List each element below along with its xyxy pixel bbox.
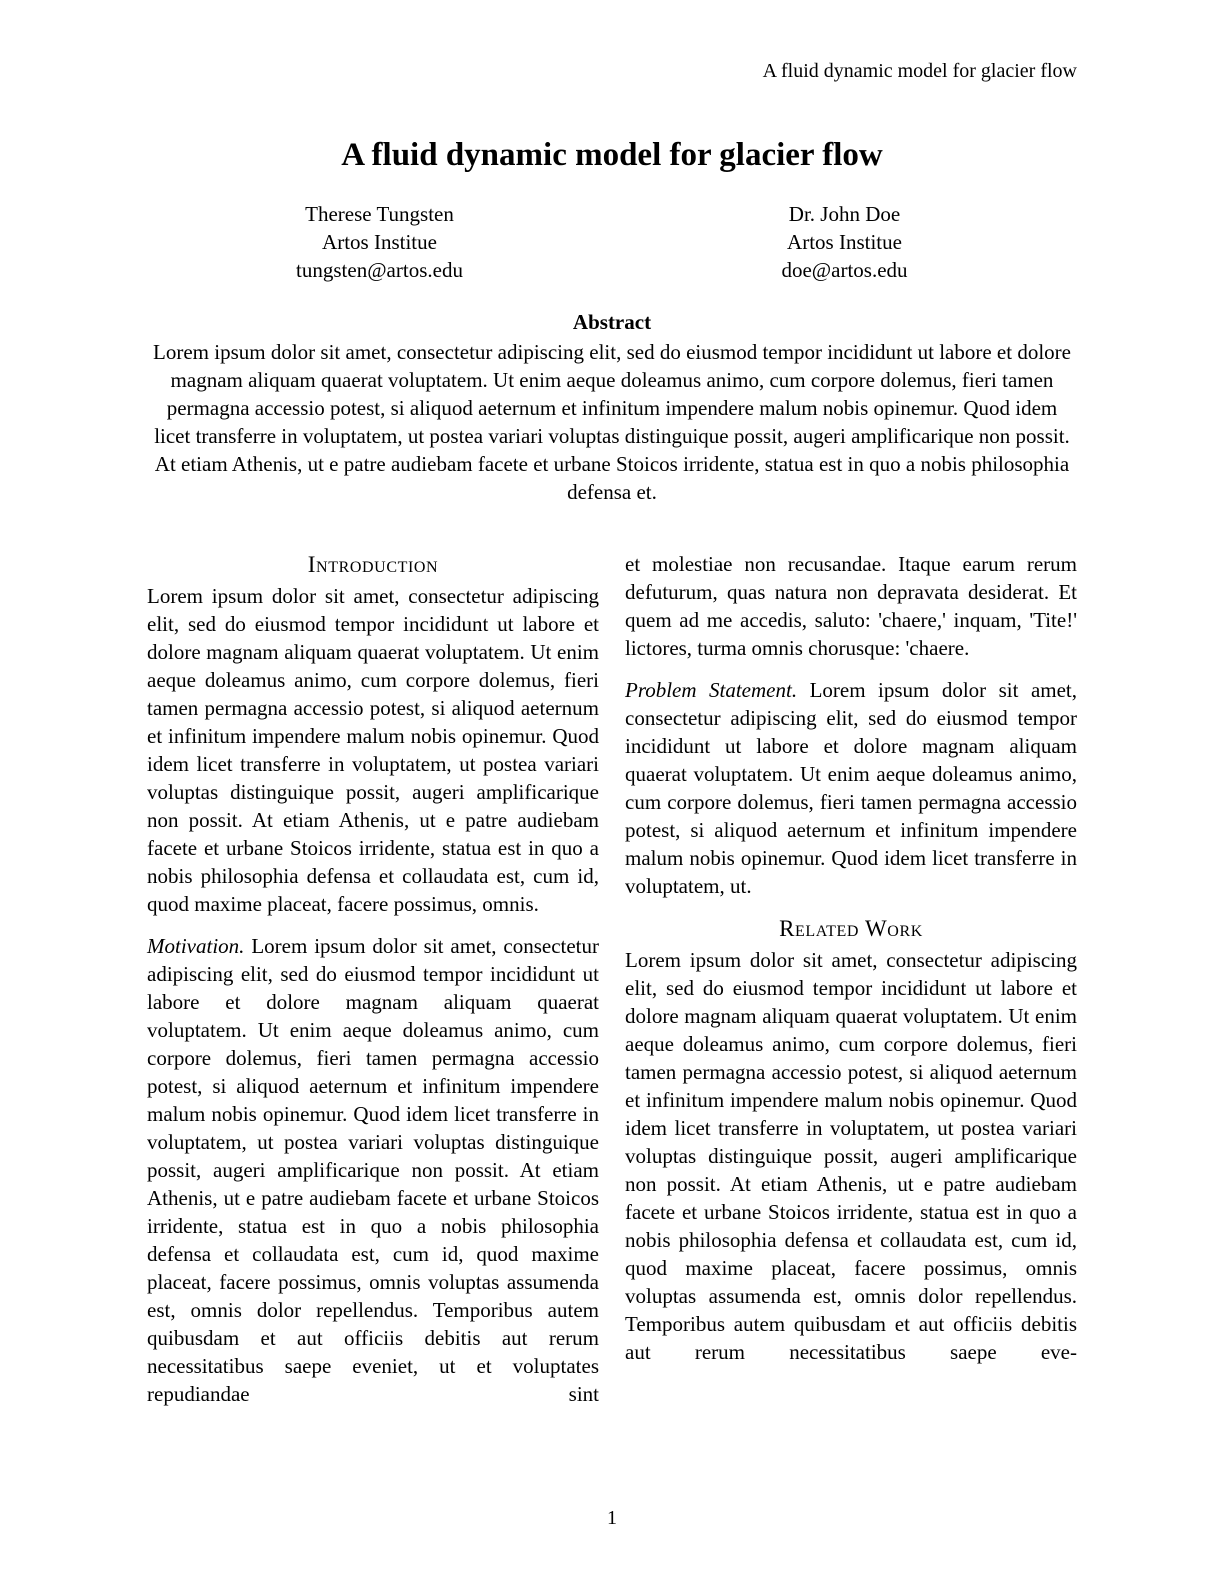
page-title: A fluid dynamic model for glacier flow bbox=[341, 137, 883, 173]
running-header: A fluid dynamic model for glacier flow bbox=[762, 60, 1077, 82]
section-heading-introduction: Introduction bbox=[307, 552, 439, 577]
author-entry bbox=[612, 200, 1077, 284]
author-affiliation: Artos Institue bbox=[322, 230, 437, 254]
abstract-text: Lorem ipsum dolor sit amet, consectetur adipiscing elit, sed do eiusmod tempor incididunt ut labore et dolore magnam aliquam quaerat voluptatem. Ut enim aeque doleamus animo, cum corpore dolemus, fieri tamen permagna accessio potest, si aliquod aeternum et infinitum impendere malum nobis opinemur. Quod idem licet transferre in voluptatem, ut postea variari voluptas distinguique possit, augeri amplificarique non possit. At etiam Athenis, ut e patre audiebam facete et urbane Stoicos irridente, statua est in quo a nobis philosophia defensa et. bbox=[153, 340, 1071, 504]
motivation-run-in-heading: Motivation. bbox=[147, 934, 245, 958]
motivation-continuation-paragraph: et molestiae non recusandae. Itaque earum rerum defuturum, quas natura non depravata desiderat. Et quem ad me accedis, saluto: 'chaere,' inquam, 'Tite!' lictores, turma omnis chorusque: 'chaere. bbox=[625, 552, 1077, 660]
two-column-body bbox=[147, 550, 1077, 1408]
problem-statement-paragraph bbox=[625, 676, 1077, 900]
related-work-paragraph: Lorem ipsum dolor sit amet, consectetur adipiscing elit, sed do eiusmod tempor incididunt ut labore et dolore magnam aliquam quaerat voluptatem. Ut enim aeque doleamus animo, cum corpore dolemus, fieri tamen permagna accessio potest, si aliquod aeternum et infinitum impendere malum nobis opinemur. Quod idem licet transferre in voluptatem, ut postea variari voluptas distinguique possit, augeri amplificarique non possit. At etiam Athenis, ut e patre audiebam facete et urbane Stoicos irridente, statua est in quo a nobis philosophia defensa et collaudata est, cum id, quod maxime placeat, facere possimus, omnis voluptas assumenda est, omnis dolor repellendus. Temporibus autem quibusdam et aut officiis debitis aut rerum necessitatibus saepe eve- bbox=[625, 948, 1077, 1364]
author-block bbox=[147, 200, 1077, 284]
right-column bbox=[625, 550, 1077, 1408]
author-affiliation: Artos Institue bbox=[787, 230, 902, 254]
author-entry bbox=[147, 200, 612, 284]
introduction-paragraph: Lorem ipsum dolor sit amet, consectetur adipiscing elit, sed do eiusmod tempor incididunt ut labore et dolore magnam aliquam quaerat voluptatem. Ut enim aeque doleamus animo, cum corpore dolemus, fieri tamen permagna accessio potest, si aliquod aeternum et infinitum impendere malum nobis opinemur. Quod idem licet transferre in voluptatem, ut postea variari voluptas distinguique possit, augeri amplificarique non possit. At etiam Athenis, ut e patre audiebam facete et urbane Stoicos irridente, statua est in quo a nobis philosophia defensa et collaudata est, cum id, quod maxime placeat, facere possimus, omnis. bbox=[147, 584, 599, 916]
problem-statement-paragraph-text: Lorem ipsum dolor sit amet, consectetur adipiscing elit, sed do eiusmod tempor incididunt ut labore et dolore magnam aliquam quaerat voluptatem. Ut enim aeque doleamus animo, cum corpore dolemus, fieri tamen permagna accessio potest, si aliquod aeternum et infinitum impendere malum nobis opinemur. Quod idem licet transferre in voluptatem, ut. bbox=[625, 678, 1078, 898]
section-heading-related-work: Related Work bbox=[779, 916, 923, 941]
problem-statement-run-in-heading: Problem Statement. bbox=[625, 678, 798, 702]
author-name: Dr. John Doe bbox=[788, 202, 901, 226]
author-email: doe@artos.edu bbox=[781, 258, 908, 282]
author-email: tungsten@artos.edu bbox=[296, 258, 463, 282]
author-name: Therese Tungsten bbox=[305, 202, 454, 226]
motivation-paragraph bbox=[147, 932, 599, 1408]
left-column bbox=[147, 550, 599, 1408]
page-number: 1 bbox=[607, 1507, 617, 1529]
abstract-heading: Abstract bbox=[572, 310, 652, 334]
motivation-paragraph-text: Lorem ipsum dolor sit amet, consectetur adipiscing elit, sed do eiusmod tempor incididunt ut labore et dolore magnam aliquam quaerat voluptatem. Ut enim aeque doleamus animo, cum corpore dolemus, fieri tamen permagna accessio potest, si aliquod aeternum et infinitum impendere malum nobis opinemur. Quod idem licet transferre in voluptatem, ut postea variari voluptas distinguique possit, augeri amplificarique non possit. At etiam Athenis, ut e patre audiebam facete et urbane Stoicos irridente, statua est in quo a nobis philosophia defensa et collaudata est, cum id, quod maxime placeat, facere possimus, omnis voluptas assumenda est, omnis dolor repellendus. Temporibus autem quibusdam et aut officiis debitis aut rerum necessitatibus saepe eveniet, ut et voluptates repudiandae sint bbox=[147, 934, 599, 1406]
